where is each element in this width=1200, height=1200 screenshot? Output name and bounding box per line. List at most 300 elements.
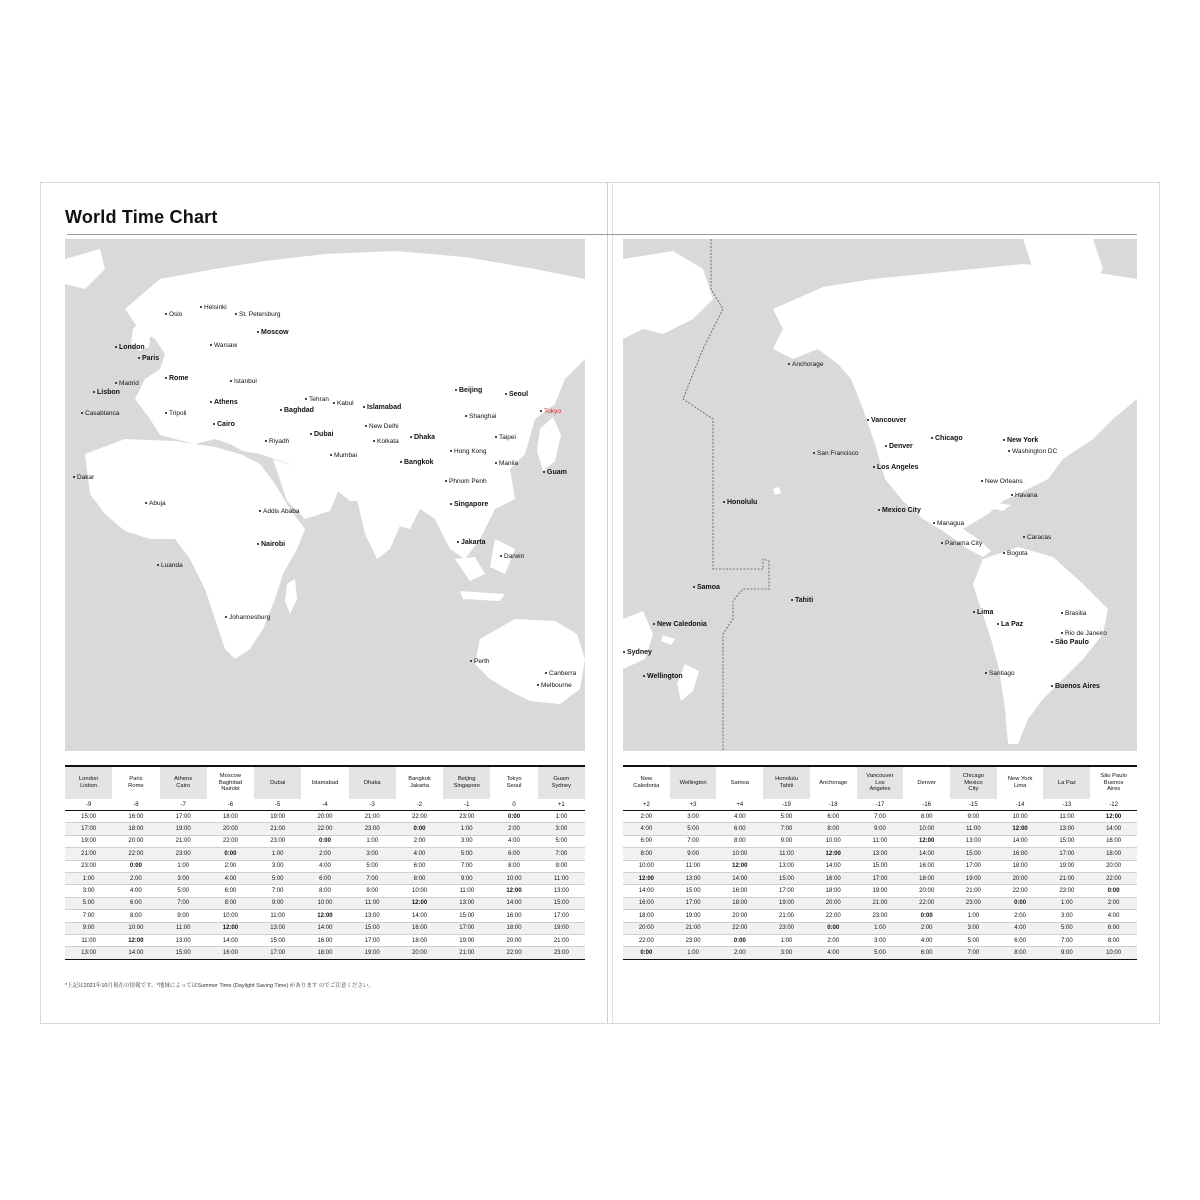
time-cell: 3:00 [950, 922, 997, 934]
time-cell: 6:00 [997, 934, 1044, 946]
map-city-label: New Caledonia [653, 621, 707, 628]
time-cell: 23:00 [443, 811, 490, 823]
map-city-label: Luanda [157, 563, 183, 570]
time-cell: 17:00 [65, 823, 112, 835]
time-cell: 0:00 [997, 897, 1044, 909]
time-cell: 5:00 [160, 885, 207, 897]
time-cell: 23:00 [857, 910, 904, 922]
table-row [65, 848, 585, 860]
time-cell: 19:00 [538, 922, 585, 934]
table-row [623, 823, 1137, 835]
time-cell: 10:00 [207, 910, 254, 922]
time-cell: 20:00 [623, 922, 670, 934]
time-cell: 18:00 [903, 872, 950, 884]
time-cell: 15:00 [538, 897, 585, 909]
time-cell: 21:00 [254, 823, 301, 835]
time-cell: 10:00 [490, 872, 537, 884]
time-cell: 9:00 [349, 885, 396, 897]
column-city-header: Dubai [254, 766, 301, 799]
map-city-label: Casablanca [81, 411, 119, 418]
time-cell: 15:00 [857, 860, 904, 872]
title-rule [67, 234, 1137, 235]
time-cell: 22:00 [207, 835, 254, 847]
column-offset-header: -12 [1090, 799, 1137, 811]
time-cell: 8:00 [1090, 934, 1137, 946]
time-cell: 1:00 [1043, 897, 1090, 909]
map-city-label: Sydney [623, 649, 652, 656]
time-cell: 6:00 [207, 885, 254, 897]
table-row [65, 872, 585, 884]
time-cell: 4:00 [903, 934, 950, 946]
column-city-header: London Lisbon [65, 766, 112, 799]
time-cell: 9:00 [443, 872, 490, 884]
column-offset-header: -6 [207, 799, 254, 811]
table-row [623, 811, 1137, 823]
page-gutter [607, 183, 608, 1023]
map-city-label: La Paz [997, 621, 1023, 628]
time-cell: 11:00 [670, 860, 717, 872]
map-city-label: Jakarta [457, 539, 486, 546]
map-city-label: Riyadh [265, 439, 289, 446]
time-cell: 5:00 [950, 934, 997, 946]
time-cell: 1:00 [857, 922, 904, 934]
time-cell: 0:00 [716, 934, 763, 946]
time-cell: 19:00 [1043, 860, 1090, 872]
map-city-label: Baghdad [280, 407, 314, 414]
time-cell: 4:00 [490, 835, 537, 847]
time-cell: 11:00 [443, 885, 490, 897]
table-row [65, 947, 585, 959]
column-city-header: New Caledonia [623, 766, 670, 799]
time-cell: 4:00 [301, 860, 348, 872]
time-cell: 15:00 [160, 947, 207, 959]
time-cell: 3:00 [763, 947, 810, 959]
time-cell: 7:00 [65, 910, 112, 922]
column-offset-header: -8 [112, 799, 159, 811]
time-cell: 16:00 [810, 872, 857, 884]
time-cell: 10:00 [716, 848, 763, 860]
map-city-label: Kabul [333, 401, 354, 408]
table-row [623, 860, 1137, 872]
time-cell: 4:00 [810, 947, 857, 959]
map-city-label: Tripoli [165, 411, 186, 418]
map-city-label: Samoa [693, 584, 720, 591]
time-cell: 6:00 [903, 947, 950, 959]
time-cell: 12:00 [623, 872, 670, 884]
time-cell: 1:00 [443, 823, 490, 835]
time-cell: 23:00 [950, 897, 997, 909]
time-cell: 21:00 [443, 947, 490, 959]
table-row [623, 885, 1137, 897]
time-cell: 21:00 [763, 910, 810, 922]
map-city-label: Johannesburg [225, 615, 270, 622]
time-cell: 6:00 [396, 860, 443, 872]
pacific-americas-landmass [623, 239, 1137, 751]
time-cell: 14:00 [1090, 823, 1137, 835]
time-cell: 9:00 [950, 811, 997, 823]
column-city-header: Beijing Singapore [443, 766, 490, 799]
time-cell: 11:00 [538, 872, 585, 884]
time-cell: 17:00 [538, 910, 585, 922]
time-cell: 18:00 [623, 910, 670, 922]
column-city-header: São Paulo Buenos Aires [1090, 766, 1137, 799]
column-city-header: Denver [903, 766, 950, 799]
time-cell: 22:00 [810, 910, 857, 922]
table-row [65, 835, 585, 847]
time-cell: 11:00 [857, 835, 904, 847]
time-cell: 22:00 [1090, 872, 1137, 884]
time-cell: 13:00 [1043, 823, 1090, 835]
time-cell: 23:00 [65, 860, 112, 872]
time-cell: 20:00 [903, 885, 950, 897]
map-city-label: Singapore [450, 501, 488, 508]
map-city-label: São Paulo [1051, 639, 1089, 646]
time-cell: 6:00 [716, 823, 763, 835]
map-city-label: Abuja [145, 501, 166, 508]
time-cell: 1:00 [160, 860, 207, 872]
map-city-label: Dhaka [410, 434, 435, 441]
map-city-label: Santiago [985, 671, 1015, 678]
column-offset-header: -3 [349, 799, 396, 811]
time-cell: 4:00 [623, 823, 670, 835]
time-cell: 3:00 [443, 835, 490, 847]
column-city-header: Samoa [716, 766, 763, 799]
map-city-label: Nairobi [257, 541, 285, 548]
table-row [65, 885, 585, 897]
map-city-label: Mumbai [330, 453, 357, 460]
map-city-label: Lima [973, 609, 993, 616]
time-cell: 1:00 [670, 947, 717, 959]
map-city-label: Seoul [505, 391, 528, 398]
time-cell: 2:00 [716, 947, 763, 959]
time-cell: 19:00 [443, 934, 490, 946]
map-city-label: Moscow [257, 329, 289, 336]
time-cell: 10:00 [997, 811, 1044, 823]
time-cell: 16:00 [1090, 835, 1137, 847]
time-cell: 18:00 [716, 897, 763, 909]
time-cell: 15:00 [65, 811, 112, 823]
time-cell: 14:00 [490, 897, 537, 909]
time-cell: 18:00 [396, 934, 443, 946]
time-cell: 13:00 [857, 848, 904, 860]
column-offset-header: -1 [443, 799, 490, 811]
time-cell: 7:00 [670, 835, 717, 847]
time-cell: 5:00 [349, 860, 396, 872]
map-city-label: Dubai [310, 431, 333, 438]
table-row [65, 910, 585, 922]
time-cell: 21:00 [65, 848, 112, 860]
time-cell: 17:00 [763, 885, 810, 897]
time-cell: 22:00 [716, 922, 763, 934]
time-cell: 21:00 [670, 922, 717, 934]
table-row [65, 860, 585, 872]
map-city-label: Cairo [213, 421, 235, 428]
time-cell: 5:00 [1043, 922, 1090, 934]
time-cell: 10:00 [112, 922, 159, 934]
time-cell: 2:00 [490, 823, 537, 835]
table-row [65, 897, 585, 909]
time-cell: 17:00 [349, 934, 396, 946]
time-cell: 11:00 [1043, 811, 1090, 823]
time-cell: 15:00 [443, 910, 490, 922]
map-city-label: Perth [470, 659, 490, 666]
time-cell: 9:00 [670, 848, 717, 860]
map-city-label: Tahiti [791, 597, 813, 604]
map-city-label: Buenos Aires [1051, 683, 1100, 690]
time-cell: 7:00 [349, 872, 396, 884]
time-cell: 21:00 [1043, 872, 1090, 884]
time-cell: 17:00 [443, 922, 490, 934]
time-cell: 16:00 [903, 860, 950, 872]
time-cell: 9:00 [763, 835, 810, 847]
column-offset-header: -5 [254, 799, 301, 811]
column-city-header: Wellington [670, 766, 717, 799]
map-city-label: St. Petersburg [235, 312, 281, 319]
time-cell: 18:00 [810, 885, 857, 897]
column-offset-header: -15 [950, 799, 997, 811]
map-city-label: Anchorage [788, 362, 823, 369]
column-offset-header: -14 [997, 799, 1044, 811]
time-cell: 20:00 [301, 811, 348, 823]
map-city-label: Managua [933, 521, 964, 528]
column-city-header: Islamabad [301, 766, 348, 799]
time-cell: 19:00 [349, 947, 396, 959]
time-cell: 9:00 [1043, 947, 1090, 959]
time-cell: 14:00 [810, 860, 857, 872]
map-city-label: Bangkok [400, 459, 434, 466]
map-city-label: New York [1003, 437, 1038, 444]
time-cell: 18:00 [301, 947, 348, 959]
map-city-label: Madrid [115, 381, 139, 388]
table-row [65, 934, 585, 946]
time-cell: 2:00 [903, 922, 950, 934]
right-page [613, 183, 1161, 1023]
time-cell: 16:00 [112, 811, 159, 823]
time-cell: 11:00 [65, 934, 112, 946]
time-cell: 11:00 [763, 848, 810, 860]
map-city-label: Istanbul [230, 379, 257, 386]
time-cell: 21:00 [857, 897, 904, 909]
time-cell: 3:00 [65, 885, 112, 897]
column-offset-header: +4 [716, 799, 763, 811]
time-cell: 16:00 [490, 910, 537, 922]
map-city-label: Kolkata [373, 439, 399, 446]
time-cell: 14:00 [301, 922, 348, 934]
table-row [65, 823, 585, 835]
time-cell: 12:00 [396, 897, 443, 909]
map-city-label: Warsaw [210, 343, 237, 350]
table-row [65, 811, 585, 823]
time-cell: 11:00 [160, 922, 207, 934]
time-cell: 8:00 [623, 848, 670, 860]
time-cell: 1:00 [65, 872, 112, 884]
table-city-header-row [623, 766, 1137, 799]
world-map-eurasia-africa [65, 239, 585, 751]
map-city-label: Oslo [165, 312, 182, 319]
time-cell: 22:00 [903, 897, 950, 909]
time-cell: 22:00 [396, 811, 443, 823]
time-cell: 16:00 [997, 848, 1044, 860]
time-cell: 0:00 [396, 823, 443, 835]
time-cell: 9:00 [857, 823, 904, 835]
time-cell: 18:00 [112, 823, 159, 835]
time-cell: 3:00 [670, 811, 717, 823]
map-city-label: Brasilia [1061, 611, 1086, 618]
map-city-label: Mexico City [878, 507, 921, 514]
page-title: World Time Chart [65, 207, 218, 227]
time-cell: 8:00 [301, 885, 348, 897]
column-offset-header: 0 [490, 799, 537, 811]
time-cell: 9:00 [254, 897, 301, 909]
time-cell: 13:00 [763, 860, 810, 872]
map-city-label: Athens [210, 399, 238, 406]
time-cell: 2:00 [997, 910, 1044, 922]
time-cell: 5:00 [670, 823, 717, 835]
time-cell: 19:00 [950, 872, 997, 884]
time-cell: 6:00 [623, 835, 670, 847]
time-cell: 22:00 [490, 947, 537, 959]
time-cell: 16:00 [623, 897, 670, 909]
time-cell: 20:00 [396, 947, 443, 959]
planner-spread [40, 182, 1160, 1024]
time-cell: 7:00 [1043, 934, 1090, 946]
time-cell: 20:00 [207, 823, 254, 835]
time-cell: 20:00 [490, 934, 537, 946]
time-cell: 14:00 [903, 848, 950, 860]
map-city-label: Los Angeles [873, 464, 918, 471]
column-offset-header: +2 [623, 799, 670, 811]
time-cell: 23:00 [160, 848, 207, 860]
time-cell: 15:00 [763, 872, 810, 884]
time-cell: 17:00 [670, 897, 717, 909]
time-cell: 11:00 [254, 910, 301, 922]
table-offset-header-row [623, 799, 1137, 811]
map-city-label: Helsinki [200, 305, 227, 312]
time-cell: 16:00 [396, 922, 443, 934]
time-cell: 8:00 [207, 897, 254, 909]
time-cell: 21:00 [349, 811, 396, 823]
time-cell: 13:00 [349, 910, 396, 922]
table-city-header-row [65, 766, 585, 799]
map-city-label: Rio de Janeiro [1061, 631, 1107, 638]
map-city-label: Lisbon [93, 389, 120, 396]
time-cell: 5:00 [65, 897, 112, 909]
column-city-header: Tokyo Seoul [490, 766, 537, 799]
table-row [623, 848, 1137, 860]
column-city-header: Honolulu Tahiti [763, 766, 810, 799]
column-offset-header: -4 [301, 799, 348, 811]
map-city-label: Addis Ababa [259, 509, 300, 516]
time-cell: 13:00 [670, 872, 717, 884]
time-cell: 4:00 [1090, 910, 1137, 922]
time-cell: 14:00 [997, 835, 1044, 847]
time-cell: 7:00 [443, 860, 490, 872]
map-city-label: Panama City [941, 541, 982, 548]
time-cell: 22:00 [112, 848, 159, 860]
time-cell: 17:00 [254, 947, 301, 959]
world-time-table-left [65, 765, 585, 960]
time-cell: 7:00 [160, 897, 207, 909]
time-cell: 19:00 [857, 885, 904, 897]
time-cell: 5:00 [443, 848, 490, 860]
time-cell: 12:00 [490, 885, 537, 897]
time-cell: 13:00 [160, 934, 207, 946]
time-cell: 21:00 [160, 835, 207, 847]
column-city-header: Bangkok Jakarta [396, 766, 443, 799]
time-cell: 8:00 [112, 910, 159, 922]
time-cell: 3:00 [349, 848, 396, 860]
time-cell: 17:00 [1043, 848, 1090, 860]
time-cell: 23:00 [538, 947, 585, 959]
column-city-header: Guam Sydney [538, 766, 585, 799]
table-row [623, 934, 1137, 946]
time-cell: 10:00 [301, 897, 348, 909]
time-cell: 4:00 [997, 922, 1044, 934]
map-city-label: Melbourne [537, 683, 572, 690]
map-city-label: Beijing [455, 387, 482, 394]
time-cell: 0:00 [490, 811, 537, 823]
time-cell: 12:00 [301, 910, 348, 922]
time-cell: 3:00 [1043, 910, 1090, 922]
time-cell: 2:00 [396, 835, 443, 847]
time-cell: 2:00 [112, 872, 159, 884]
time-cell: 23:00 [349, 823, 396, 835]
table-row [623, 897, 1137, 909]
column-offset-header: -19 [763, 799, 810, 811]
time-cell: 4:00 [207, 872, 254, 884]
map-city-label: Hong Kong [450, 449, 487, 456]
map-city-label: Phnom Penh [445, 479, 487, 486]
time-cell: 19:00 [65, 835, 112, 847]
map-city-label: New Orleans [981, 479, 1023, 486]
time-cell: 3:00 [160, 872, 207, 884]
map-city-label: San Francisco [813, 451, 859, 458]
map-city-label: Shanghai [465, 414, 496, 421]
map-city-label: Darwin [500, 554, 524, 561]
time-cell: 23:00 [254, 835, 301, 847]
time-cell: 2:00 [301, 848, 348, 860]
time-cell: 23:00 [1043, 885, 1090, 897]
time-cell: 15:00 [1043, 835, 1090, 847]
time-cell: 4:00 [112, 885, 159, 897]
time-cell: 13:00 [538, 885, 585, 897]
time-cell: 2:00 [207, 860, 254, 872]
table-row [623, 835, 1137, 847]
time-cell: 3:00 [538, 823, 585, 835]
map-city-label: Islamabad [363, 404, 401, 411]
time-cell: 17:00 [160, 811, 207, 823]
map-city-label: Caracas [1023, 535, 1051, 542]
time-cell: 10:00 [810, 835, 857, 847]
column-offset-header: -7 [160, 799, 207, 811]
map-city-label: Denver [885, 443, 913, 450]
table-row [623, 910, 1137, 922]
time-cell: 0:00 [623, 947, 670, 959]
time-cell: 8:00 [903, 811, 950, 823]
map-city-label: Honolulu [723, 499, 757, 506]
time-cell: 11:00 [349, 897, 396, 909]
time-cell: 0:00 [903, 910, 950, 922]
column-offset-header: -16 [903, 799, 950, 811]
time-cell: 0:00 [207, 848, 254, 860]
footnote: *上記は2021年10月現在の情報です。*地域によってはSummer Time (Daylight Saving Time) があります のでご注意ください。 [65, 983, 374, 989]
table-row [623, 947, 1137, 959]
time-cell: 16:00 [716, 885, 763, 897]
time-cell: 17:00 [950, 860, 997, 872]
column-city-header: Chicago Mexico City [950, 766, 997, 799]
time-cell: 12:00 [716, 860, 763, 872]
table-row [65, 922, 585, 934]
